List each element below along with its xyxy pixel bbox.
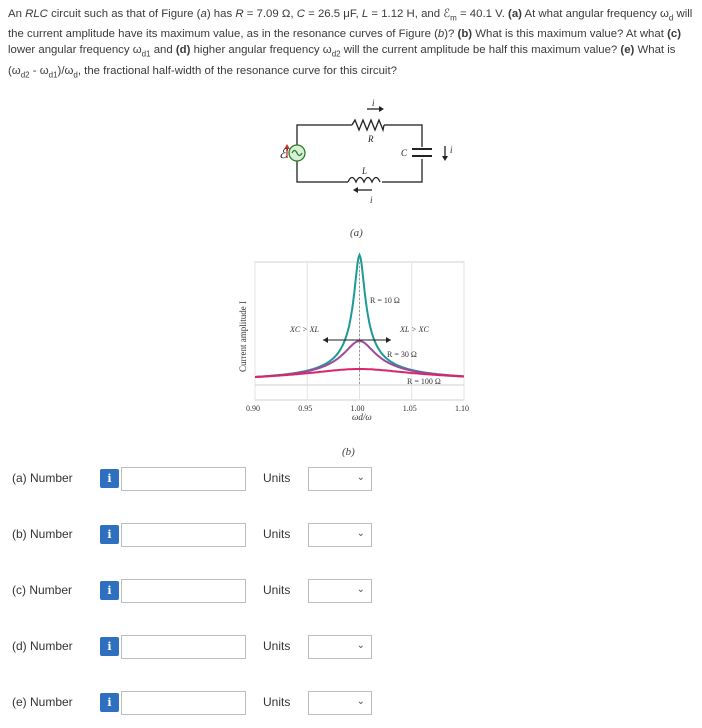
units-label: Units [263,527,291,541]
units-label: Units [263,583,291,597]
arrow-head [323,337,328,343]
part-label: (e) Number [12,695,73,709]
chevron-down-icon: ⌄ [356,640,365,651]
chevron-down-icon: ⌄ [356,528,365,539]
x-axis-label: ωd/ω [352,412,372,422]
units-select[interactable] [308,523,372,547]
info-icon[interactable]: i [100,693,119,712]
figure-a-caption: (a) [350,227,363,239]
part-label: (a) Number [12,471,73,485]
question-text: An RLC circuit such as that of Figure (a) has R = 7.09 Ω, C = 26.5 μF, L = 1.12 H, and ℰ$_m$ = 40.1 V. (a) At what angular frequency $\omega_d$ will the current amplitude have its maximum value, as in the resonance curves of Figure (b)? (b) What is this maximum value? At what (c) lower angular frequency $\omega_{d1}$ and (d) higher angular frequency $\omega_{d2}$ will the current amplitude be half this maximum value? (e) What is $(\omega_{d2} - \omega_{d1})/\omega_d$, the fractional half-width of the resonance curve for this circuit? [8,8,693,79]
units-select[interactable] [308,467,372,491]
capacitor-label: C [401,148,408,158]
units-select[interactable] [308,691,372,715]
units-label: Units [263,471,291,485]
current-label-right: i [450,145,453,155]
info-icon[interactable]: i [100,469,119,488]
emf-label: ℰ [279,146,287,161]
part-label: (d) Number [12,639,73,653]
chevron-down-icon: ⌄ [356,472,365,483]
answer-row [0,522,702,548]
answer-row [0,466,702,492]
inductor-label: L [362,166,368,176]
info-icon[interactable]: i [100,637,119,656]
x-tick-label: 0.95 [298,404,313,413]
info-icon[interactable]: i [100,581,119,600]
info-icon[interactable]: i [100,525,119,544]
current-label-bottom: i [370,195,373,205]
arrow-head [386,337,391,343]
part-label: (c) Number [12,583,73,597]
chevron-down-icon: ⌄ [356,584,365,595]
x-tick-label: 1.05 [402,404,417,413]
series-label: R = 10 Ω [370,296,400,305]
units-select[interactable] [308,579,372,603]
series-label: R = 30 Ω [387,350,417,359]
region-annotation: XL > XC [400,325,429,334]
number-input[interactable] [121,523,246,547]
x-tick-label: 1.10 [455,404,469,413]
region-annotation: XC > XL [290,325,319,334]
resonance-chart [246,255,469,413]
answer-row [0,578,702,604]
circuit-diagram [284,106,448,193]
part-label: (b) Number [12,527,73,541]
chevron-down-icon: ⌄ [356,696,365,707]
number-input[interactable] [121,691,246,715]
figure-b-caption: (b) [342,446,355,458]
series-label: R = 100 Ω [407,377,441,386]
resistor-label: R [368,134,374,144]
units-label: Units [263,639,291,653]
x-tick-label: 0.90 [246,404,260,413]
current-label-top: i [372,98,375,108]
units-select[interactable] [308,635,372,659]
answer-row [0,634,702,660]
units-label: Units [263,695,291,709]
y-axis-label: Current amplitude I [238,301,248,372]
number-input[interactable] [121,579,246,603]
number-input[interactable] [121,635,246,659]
x-tick-label: 1.00 [350,404,365,413]
answer-row [0,690,702,716]
number-input[interactable] [121,467,246,491]
